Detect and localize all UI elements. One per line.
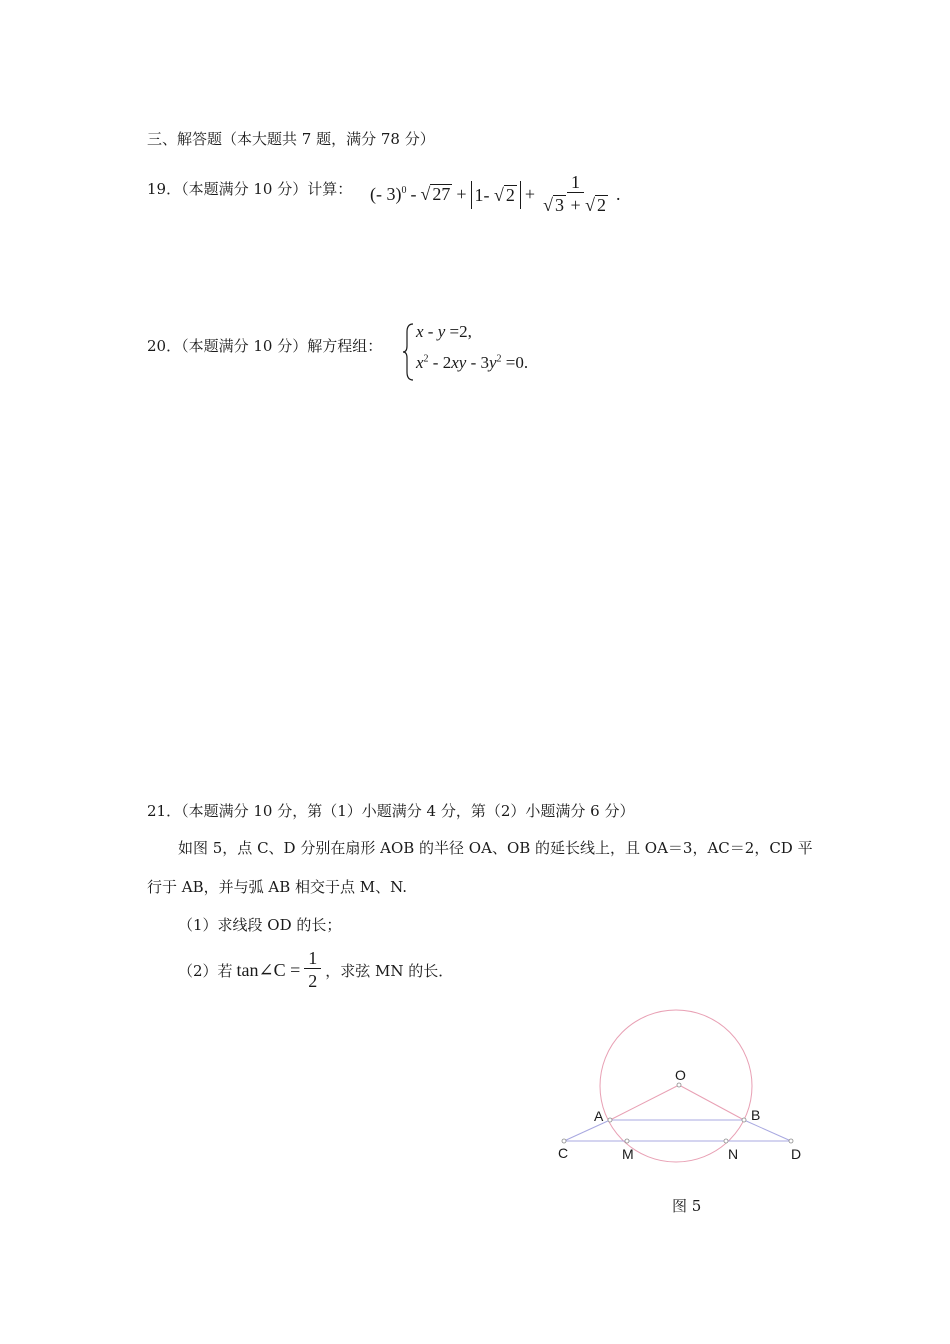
q19-op2: + [456,184,467,204]
label-o: O [675,1067,686,1083]
q21-line2: 行于 AB，并与弧 AB 相交于点 M、N. [147,878,408,896]
q20-eq2: $x^2 - 2xy - 3y^2 =0$. [416,353,529,372]
label-m: M [622,1146,634,1162]
point-o [677,1083,681,1087]
q20-eq1: x - y =2, [416,322,472,341]
point-b [742,1118,746,1122]
q21-line1: 如图 5，点 C、D 分别在扇形 AOB 的半径 OA、OB 的延长线上，且 OA＝3，AC＝2，CD 平 [178,839,813,857]
radius-oa [610,1085,679,1120]
q19-sqrt27: √ 27 [420,184,451,204]
q21-tan-fraction: $\frac{1}{2}$ [304,948,321,993]
q19-end: . [616,184,621,204]
point-a [608,1118,612,1122]
label-c: C [558,1145,569,1161]
label-d: D [791,1146,802,1162]
point-n [724,1139,728,1143]
line-bd [744,1120,791,1141]
point-m [625,1139,629,1143]
point-d [789,1139,793,1143]
q19-op1: - [410,184,417,204]
q19-op3: + [524,184,536,204]
label-b: B [751,1107,761,1123]
q19-term1: (- 3)$^0$ [370,184,407,204]
q21-label: 21．（本题满分 10 分，第（1）小题满分 4 分，第（2）小题满分 6 分） [147,802,635,820]
q19-fraction: $\frac{1}{√ 3 + √ 2}$ [543,172,607,215]
label-a: A [594,1108,604,1124]
q21-part2: （2）若 tan∠C = $\frac{1}{2}$ ，求弦 MN 的长． [178,948,454,991]
section-heading: 三、解答题（本大题共 7 题，满分 78 分） [147,130,435,148]
figure-caption: 图 5 [672,1197,702,1215]
label-n: N [728,1146,739,1162]
point-c [562,1139,566,1143]
q21-tan: tan∠C = [236,960,301,980]
radius-ob [679,1085,744,1120]
q19-label: 19．（本题满分 10 分）计算： [147,180,353,198]
q21-part1: （1）求线段 OD 的长； [178,916,342,934]
q19-absolute-value: 1- √ 2 [471,181,521,209]
q20-label: 20．（本题满分 10 分）解方程组： [147,337,383,355]
